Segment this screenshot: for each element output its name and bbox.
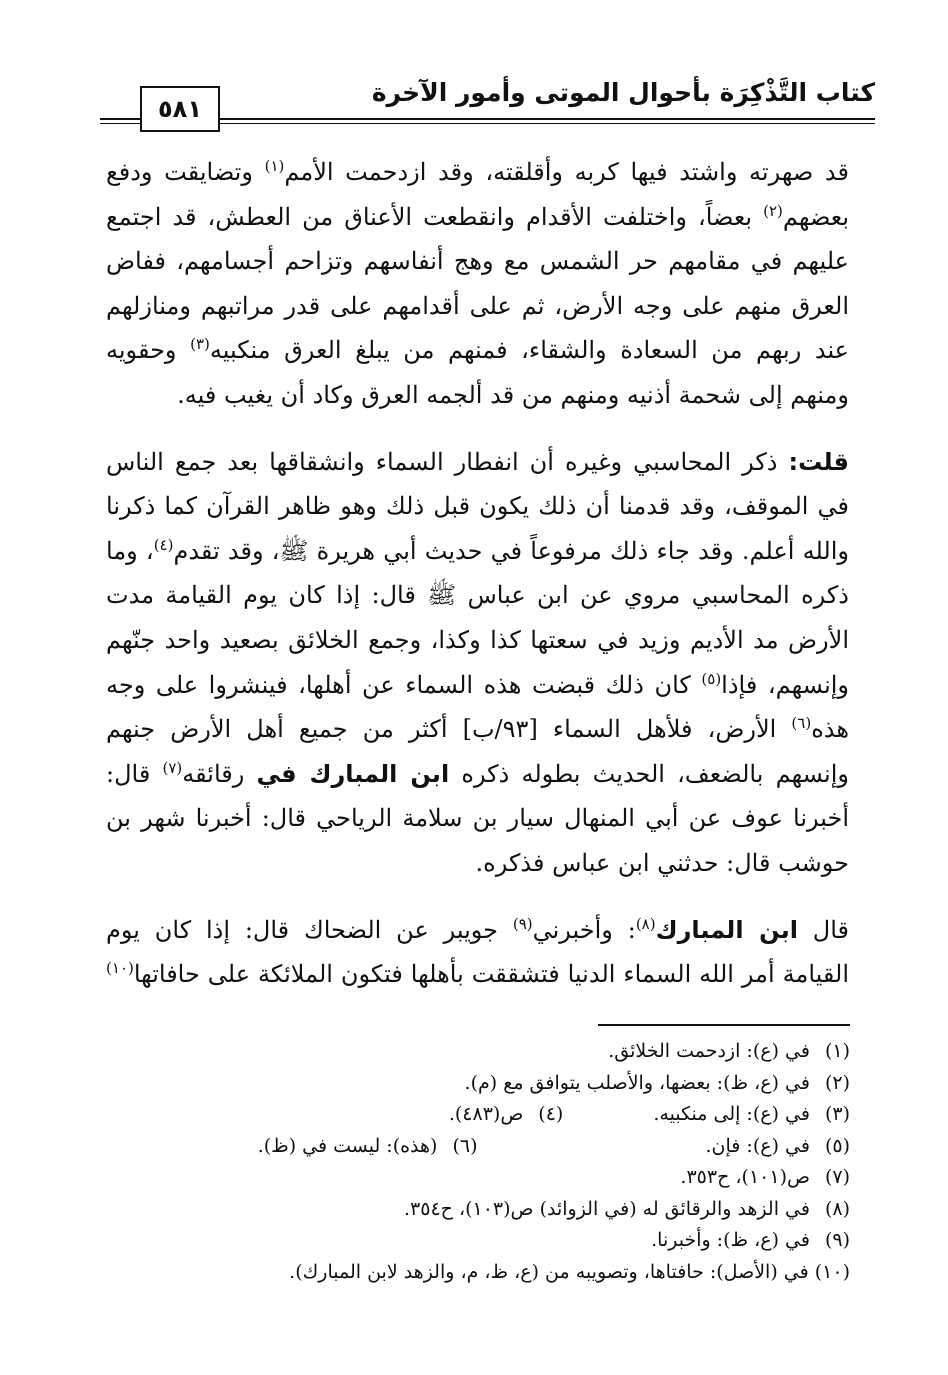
footnote-ref-6[interactable]: (٦) xyxy=(791,714,812,733)
text-run: ذكر المحاسبي وغيره أن انفطار السماء وانشقاقها بعد جمع الناس في الموقف، وقد قدمنا أن ذلك يكون قبل ذلك وهو ظاهر القرآن كما ذكرنا والله أعلم. وقد جاء ذلك مرفوعاً في حديث أبي هريرة ﷺ، وقد تقدم xyxy=(106,447,849,565)
footnote-number: (٣) xyxy=(824,1103,850,1125)
footnote xyxy=(140,1194,850,1226)
text-run: وتضايقت ودفع بعضهم xyxy=(106,158,850,231)
running-header xyxy=(100,72,875,132)
footnote-number: (١) xyxy=(824,1040,850,1062)
footnote-ref-3[interactable]: (٣) xyxy=(190,335,210,354)
text-run: الأرض، فلأهل السماء [٩٣/ب] أكثر من جميع أهل الأرض جنهم وإنسهم بالضعف، الحديث بطوله ذكره xyxy=(106,715,849,788)
footnote-ref-2[interactable]: (٢) xyxy=(763,201,783,220)
qultu-lead: قلت: xyxy=(788,447,849,476)
footnote xyxy=(140,1068,850,1100)
bold-name: ابن المبارك xyxy=(655,915,798,944)
footnote-number: (٢) xyxy=(824,1071,850,1094)
footnote xyxy=(140,1257,850,1289)
page-number-rule xyxy=(100,118,140,124)
footnote-text: ص(٤٨٣). xyxy=(448,1103,524,1125)
text-run: جويبر عن الضحاك قال: إذا كان يوم القيامة أمر الله السماء الدنيا فتشققت بأهلها فتكون الملائكة على حافاتها xyxy=(106,915,849,989)
footnote-text: في (ع، ظ): وأخبرنا. xyxy=(651,1229,810,1251)
footnote-number: (٨) xyxy=(824,1197,850,1220)
footnote-pair xyxy=(140,1131,850,1163)
footnote-text: في (ع): إلى منكبيه. xyxy=(653,1103,810,1125)
footnote-ref-4[interactable]: (٤) xyxy=(153,535,174,554)
text-run: : وأخبرني xyxy=(532,915,636,944)
footnote xyxy=(258,1131,478,1163)
footnote-text: في (ع): ازدحمت الخلائق. xyxy=(608,1040,810,1062)
footnote-text: (هذه): ليست في (ظ). xyxy=(257,1134,438,1157)
text-run: رقائقه xyxy=(182,759,257,788)
footnote-separator xyxy=(598,1024,850,1026)
footnote-ref-8[interactable]: (٨) xyxy=(635,914,656,933)
bold-name: ابن المبارك في xyxy=(256,759,450,788)
paragraph-2 xyxy=(106,440,849,886)
footnote-number: (٥) xyxy=(824,1134,850,1157)
footnote xyxy=(449,1099,564,1131)
text-run: بعضاً، واختلفت الأقدام وانقطعت الأعناق من العطش، قد اجتمع عليهم في مقامهم حر الشمس مع وهج أنفاسهم وتزاحم أجسامهم، ففاض العرق منهم على وجه الأرض، ثم على أقدامهم على قدر مراتبهم ومنازلهم عند ربهم من السعادة والشقاء، فمنهم من يبلغ العرق منكبيه xyxy=(106,202,849,365)
footnote-text: في (الأصل): حافتاها، وتصويبه من (ع، ظ، م، والزهد لابن المبارك). xyxy=(289,1260,809,1283)
main-text xyxy=(106,150,849,997)
footnote-pair xyxy=(140,1099,850,1131)
footnote-number: (٧) xyxy=(824,1166,850,1188)
footnote-text: في (ع، ظ): بعضها، والأصلب يتوافق مع (م). xyxy=(464,1071,810,1094)
footnotes xyxy=(140,1036,850,1288)
footnote-text: في (ع): فإن. xyxy=(705,1134,810,1157)
paragraph-3 xyxy=(106,908,849,997)
text-run: قال: أخبرنا عوف عن أبي المنهال سيار بن سلامة الرياحي قال: أخبرنا شهر بن حوشب قال: حدثني ابن عباس فذكره. xyxy=(106,759,849,877)
footnote-number: (٩) xyxy=(824,1229,850,1251)
text-run: وحقويه ومنهم إلى شحمة أذنيه ومنهم من قد ألجمه العرق وكاد أن يغيب فيه. xyxy=(106,336,849,409)
footnote-number: (١٠) xyxy=(814,1260,850,1283)
text-run: كان ذلك قبضت هذه السماء عن أهلها، فينشروا على وجه هذه xyxy=(106,670,850,744)
paragraph-1 xyxy=(106,150,849,418)
footnote xyxy=(140,1225,850,1257)
footnote-ref-1[interactable]: (١) xyxy=(264,157,285,175)
page-number: ٥٨١ xyxy=(140,86,220,132)
footnote xyxy=(140,1036,850,1068)
footnote-text: ص(١٠١)، ح٣٥٣. xyxy=(680,1166,810,1188)
footnote-ref-9[interactable]: (٩) xyxy=(512,914,533,933)
header-rule xyxy=(218,118,875,124)
footnote-number: (٤) xyxy=(538,1103,564,1125)
footnote-number: (٦) xyxy=(452,1134,478,1157)
footnote-text: في الزهد والرقائق له (في الزوائد) ص(١٠٣)، ح٣٥٤. xyxy=(403,1197,810,1220)
text-run: قد صهرته واشتد فيها كربه وأقلقته، وقد ازدحمت الأمم xyxy=(284,158,849,186)
footnote xyxy=(140,1162,850,1194)
footnote-ref-5[interactable]: (٥) xyxy=(701,669,722,688)
footnote-ref-10[interactable]: (١٠) xyxy=(106,959,134,978)
footnote-ref-7[interactable]: (٧) xyxy=(162,758,183,777)
book-title: كتاب التَّذْكِرَة بأحوال الموتى وأمور الآخرة xyxy=(371,78,875,107)
text-run: قال xyxy=(797,915,850,944)
text-run: ، وما ذكره المحاسبي مروي عن ابن عباس ﷺ قال: إذا كان يوم القيامة مدت الأرض مد الأديم وزيد في سعتها كذا وكذا، وجمع الخلائق بصعيد واحد جنّهم وإنسهم، فإذا xyxy=(106,536,850,699)
